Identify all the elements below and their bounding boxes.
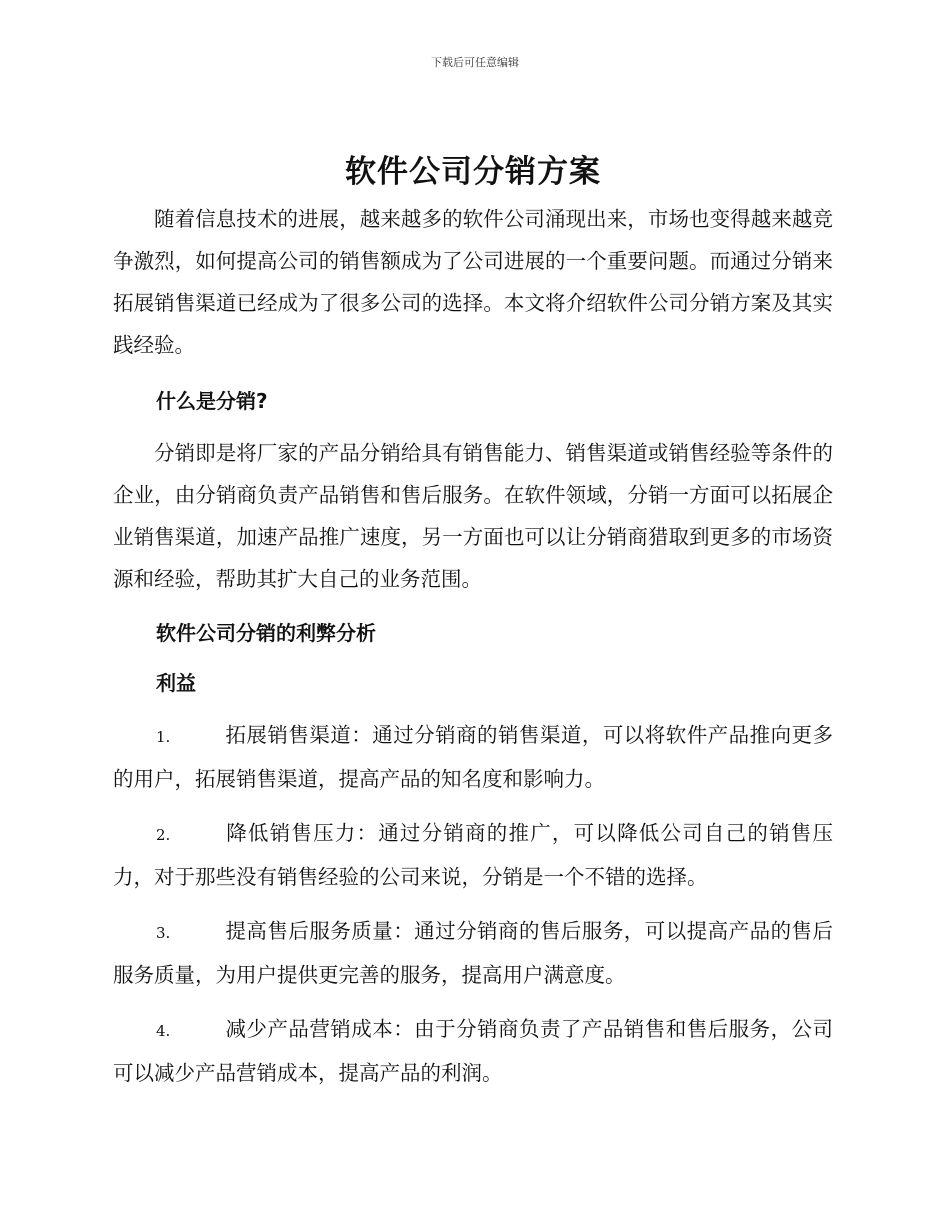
benefit-list xyxy=(113,714,833,1094)
list-item xyxy=(113,812,833,898)
intro-paragraph: 随着信息技术的进展，越来越多的软件公司涌现出来，市场也变得越来越竞争激烈，如何提高公司的销售额成为了公司进展的一个重要问题。而通过分销来拓展销售渠道已经成为了很多公司的选择。本文将介绍软件公司分销方案及其实践经验。 xyxy=(113,207,833,357)
section-heading-pros-cons: 软件公司分销的利弊分析 xyxy=(156,621,376,645)
list-item xyxy=(113,910,833,996)
list-item-number: 3. xyxy=(156,924,171,942)
page-header-note: 下载后可任意编辑 xyxy=(431,56,519,69)
distribution-definition-paragraph: 分销即是将厂家的产品分销给具有销售能力、销售渠道或销售经验等条件的企业，由分销商负责产品销售和售后服务。在软件领域，分销一方面可以拓展企业销售渠道，加速产品推广速度，另一方面也可以让分销商猎取到更多的市场资源和经验，帮助其扩大自己的业务范围。 xyxy=(113,441,833,591)
list-item-text: 减少产品营销成本：由于分销商负责了产品销售和售后服务，公司可以减少产品营销成本，提高产品的利润。 xyxy=(113,1017,833,1085)
list-item-text: 降低销售压力：通过分销商的推广，可以降低公司自己的销售压力，对于那些没有销售经验的公司来说，分销是一个不错的选择。 xyxy=(113,821,833,889)
list-item-number: 1. xyxy=(156,728,171,746)
section-heading-what-is-distribution: 什么是分销? xyxy=(156,389,268,413)
subsection-heading-benefits: 利益 xyxy=(156,671,196,695)
document-title: 软件公司分销方案 xyxy=(345,154,601,190)
list-item xyxy=(113,714,833,800)
document-body xyxy=(113,150,833,1106)
list-item-number: 2. xyxy=(156,826,171,844)
list-item-text: 拓展销售渠道：通过分销商的销售渠道，可以将软件产品推向更多的用户，拓展销售渠道，提高产品的知名度和影响力。 xyxy=(113,723,833,791)
list-item xyxy=(113,1008,833,1094)
list-item-text: 提高售后服务质量：通过分销商的售后服务，可以提高产品的售后服务质量，为用户提供更完善的服务，提高用户满意度。 xyxy=(113,919,833,987)
list-item-number: 4. xyxy=(156,1022,171,1040)
